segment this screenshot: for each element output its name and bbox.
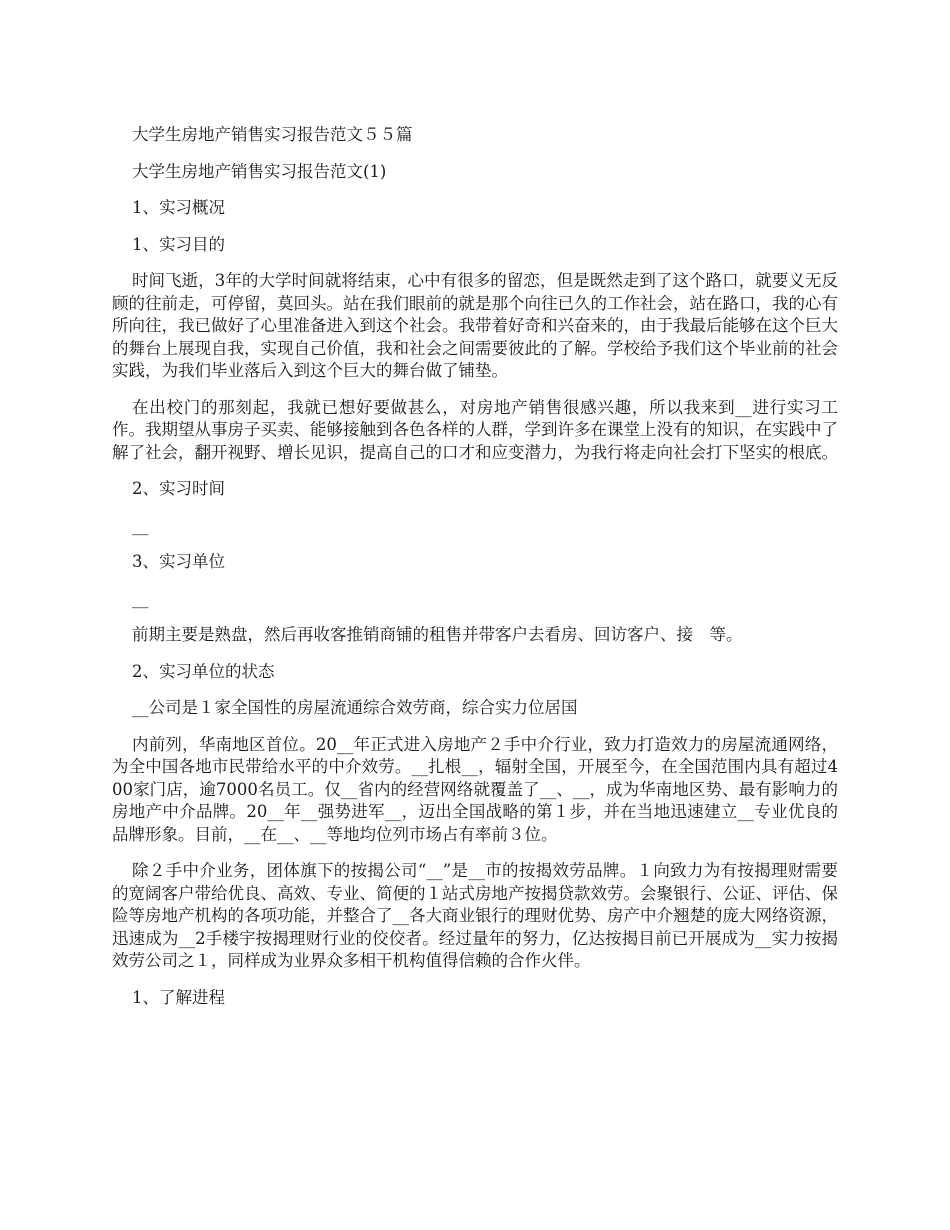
body-paragraph: 前期主要是熟盘，然后再收客推销商铺的租售并带客户去看房、回访客户、接 等。 xyxy=(132,625,743,644)
body-paragraph: 时间飞逝，3年的大学时间就将结束，心中有很多的留恋，但是既然走到了这个路口，就要义无反顾的往前走，可停留，莫回头。站在我们眼前的就是那个向往已久的工作社会，站在路口，我的心有所向往，我已做好了心里准备进入到这个社会。我带着好奇和兴奋来的，由于我最后能够在这个巨大的舞台上展现自我，实现自己价值，我和社会之间需要彼此的了解。学校给予我们这个毕业前的社会实践，为我们毕业落后入到这个巨大的舞台做了铺垫。 xyxy=(112,271,838,380)
body-paragraph: 除２手中介业务，团体旗下的按揭公司“__”是__市的按揭效劳品牌。１向致力为有按揭理财需要的宽阔客户带给优良、高效、专业、简便的１站式房地产按揭贷款效劳。会聚银行、公证、评估、保险等房地产机构的各项功能，并整合了__各大商业银行的理财优势、房产中介翘楚的庞大网络资源，迅速成为__2手楼宇按揭理财行业的佼佼者。经过量年的努力，亿达按揭目前已开展成为__实力按揭效劳公司之１，同样成为业界众多相干机构值得信赖的合作火伴。 xyxy=(112,861,838,970)
section-heading: 1、实习目的 xyxy=(132,234,225,254)
document-subtitle: 大学生房地产销售实习报告范文(1) xyxy=(132,161,387,181)
document-title: 大学生房地产销售实习报告范文５５篇 xyxy=(132,125,413,144)
body-paragraph: __公司是１家全国性的房屋流通综合效劳商，综合实力位居国 xyxy=(132,698,578,717)
section-heading: 3、实习单位 xyxy=(132,552,225,571)
body-paragraph: 内前列，华南地区首位。20__年正式进入房地产２手中介行业，致力打造效力的房屋流通网络，为全中国各地市民带给水平的中介效劳。__扎根__，辐射全国，开展至今，在全国范围内具有超过400家门店，逾7000名员工。仅__省内的经营网络就覆盖了__、__，成为华南地区势、最有影响力的房地产中介品牌。20__年__强势进军__，迈出全国战略的第１步，并在当地迅速建立__专业优良的品牌形象。目前，__在__、__等地均位列市场占有率前３位。 xyxy=(112,734,838,844)
document-body xyxy=(112,124,838,1023)
section-heading: 1、了解进程 xyxy=(132,987,225,1007)
placeholder-line: __ xyxy=(132,588,149,608)
section-heading: 2、实习时间 xyxy=(132,479,225,498)
placeholder-line: __ xyxy=(132,515,149,535)
section-heading: 1、实习概况 xyxy=(132,198,225,217)
section-heading: 2、实习单位的状态 xyxy=(132,661,275,681)
body-paragraph: 在出校门的那刻起，我就已想好要做甚么，对房地产销售很感兴趣，所以我来到__进行实习工作。我期望从事房子买卖、能够接触到各色各样的人群，学到许多在课堂上没有的知识，在实践中了解了社会，翻开视野、增长见识，提高自己的口才和应变潜力，为我行将走向社会打下坚实的根底。 xyxy=(112,397,838,462)
